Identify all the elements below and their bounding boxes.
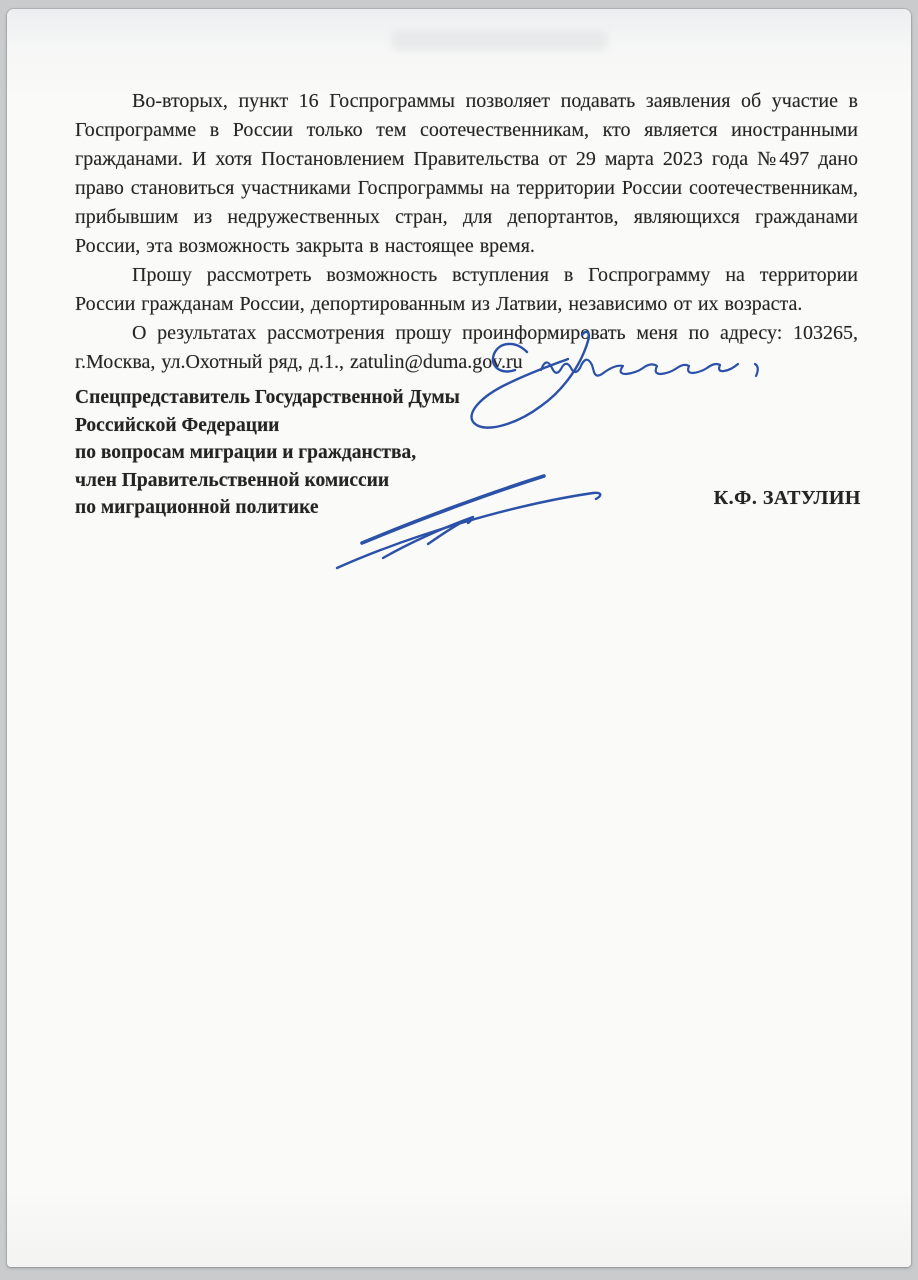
signer-title-line: Спецпредставитель Государственной Думы	[75, 387, 460, 408]
signer-title-line: член Правительственной комиссии	[75, 469, 390, 491]
letter-body	[75, 87, 858, 377]
signer-title-line: по вопросам миграции и гражданства,	[75, 442, 417, 464]
signer-title-line: Российской Федерации	[75, 414, 280, 436]
signer-title-block	[75, 384, 595, 522]
signature-stroke-hook	[428, 519, 471, 544]
paragraph-gosprogramma-point16: Во-вторых, пункт 16 Госпрограммы позволяет подавать заявления об участие в Госпрограмме в России только тем соотечественникам, кто является иностранными гражданами. И хотя Постановлением Правительства от 29 марта 2023 года №497 дано право становиться участниками Госпрограммы на территории России соотечественникам, прибывшим из недружественных стран, для депортантов, являющихся гражданами России, эта возможность закрыта в настоящее время.	[75, 90, 858, 257]
scanned-letter-page	[7, 9, 911, 1267]
signer-name: К.Ф. ЗАТУЛИН	[713, 487, 861, 509]
paragraph-request: Прошу рассмотреть возможность вступления в Госпрограмму на территории России гражданам России, депортированным из Латвии, независимо от их возраста.	[75, 264, 858, 315]
paragraph-reply-address: О результатах рассмотрения прошу проинформировать меня по адресу: 103265, г.Москва, ул.Охотный ряд, д.1., zatulin@duma.gov.ru	[75, 322, 858, 373]
bleed-through-smudge	[392, 31, 607, 51]
signer-title-line: по миграционной политике	[75, 497, 319, 519]
signature-stroke-mid	[383, 517, 473, 558]
